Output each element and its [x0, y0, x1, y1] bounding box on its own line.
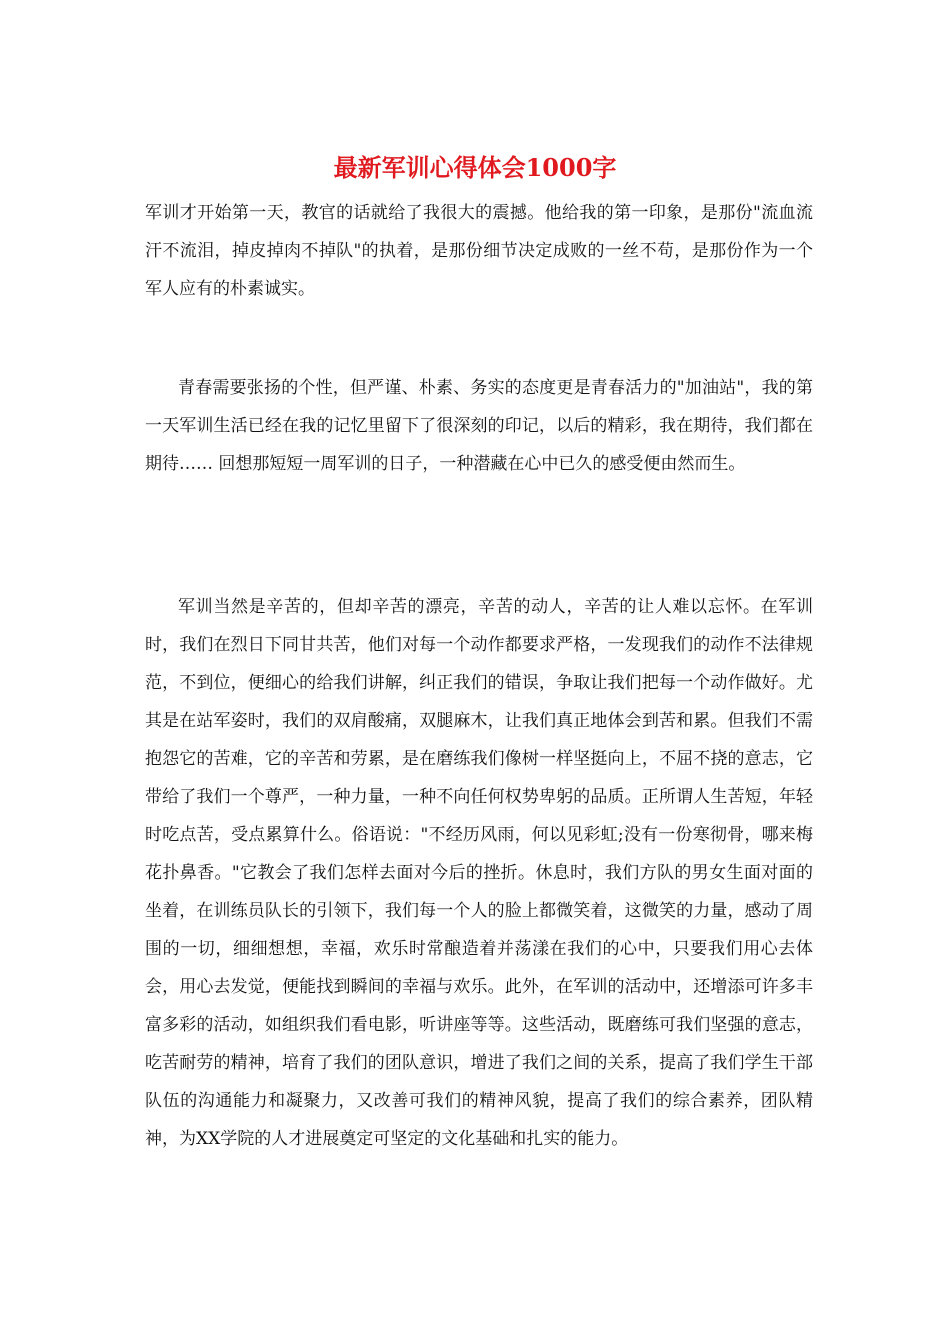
paragraph-3: 军训当然是辛苦的，但却辛苦的漂亮，辛苦的动人，辛苦的让人难以忘怀。在军训时，我们在烈日下同甘共苦，他们对每一个动作都要求严格，一发现我们的动作不法律规范，不到位，便细心的给我们讲解，纠正我们的错误，争取让我们把每一个动作做好。尤其是在站军姿时，我们的双肩酸痛，双腿麻木，让我们真正地体会到苦和累。但我们不需抱怨它的苦难，它的辛苦和劳累，是在磨练我们像树一样坚挺向上，不屈不挠的意志，它带给了我们一个尊严，一种力量，一种不向任何权势卑躬的品质。正所谓人生苦短，年轻时吃点苦，受点累算什么。俗语说："不经历风雨，何以见彩虹;没有一份寒彻骨，哪来梅花扑鼻香。"它教会了我们怎样去面对今后的挫折。休息时，我们方队的男女生面对面的坐着，在训练员队长的引领下，我们每一个人的脸上都微笑着，这微笑的力量，感动了周围的一切，细细想想，幸福，欢乐时常酿造着并荡漾在我们的心中，只要我们用心去体会，用心去发觉，便能找到瞬间的幸福与欢乐。此外，在军训的活动中，还增添可许多丰富多彩的活动，如组织我们看电影，听讲座等等。这些活动，既磨练可我们坚强的意志，吃苦耐劳的精神，培育了我们的团队意识，增进了我们之间的关系，提高了我们学生干部队伍的沟通能力和凝聚力，又改善可我们的精神风貌，提高了我们的综合素养，团队精神，为XX学院的人才进展奠定可坚定的文化基础和扎实的能力。	[145, 597, 813, 1149]
paragraph-1: 军训才开始第一天，教官的话就给了我很大的震撼。他给我的第一印象，是那份"流血流汗不流泪，掉皮掉肉不掉队"的执着，是那份细节决定成败的一丝不苟，是那份作为一个军人应有的朴素诚实。	[145, 203, 813, 299]
document-title: 最新军训心得体会1000字	[333, 153, 617, 182]
paragraph-2: 青春需要张扬的个性，但严谨、朴素、务实的态度更是青春活力的"加油站"，我的第一天军训生活已经在我的记忆里留下了很深刻的印记，以后的精彩，我在期待，我们都在期待…… 回想那短短一周军训的日子，一种潜藏在心中已久的感受便由然而生。	[145, 378, 813, 474]
